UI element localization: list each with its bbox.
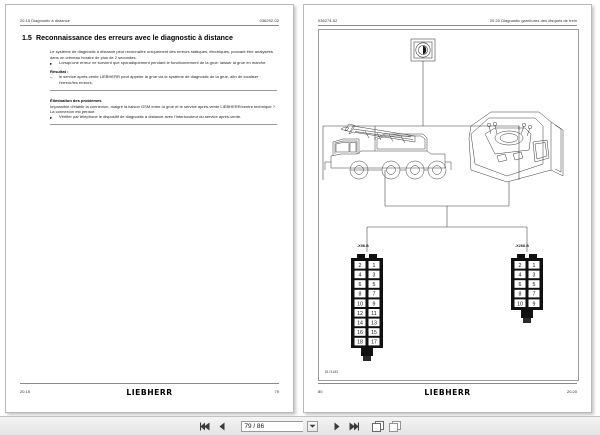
chevron-down-icon (309, 424, 316, 428)
single-page-view-icon (372, 421, 384, 432)
svg-text:5: 5 (372, 282, 376, 289)
page-title: Reconnaissance des erreurs avec le diagnostic à distance (36, 34, 233, 42)
last-page-icon (348, 422, 359, 431)
page-running-foot-right (318, 383, 577, 400)
svg-text:2: 2 (518, 262, 522, 269)
dash-bullet-icon: – (50, 74, 53, 80)
page-running-head-right (318, 14, 577, 26)
next-page-icon (332, 422, 341, 431)
svg-text:3: 3 (532, 272, 536, 279)
intro-bullet-text: Lorsqu'une erreur ne survient que sporadiquement pendant le fonctionnement de la grue: laisser la grue en marche. (59, 60, 267, 66)
running-head-section: 20.20 Diagnostic garnitures des disques de frein (489, 18, 577, 23)
result-bullet-item (50, 74, 277, 85)
schematic-diagram-frame (318, 29, 579, 381)
svg-text:4: 4 (518, 272, 522, 279)
svg-text:15: 15 (371, 330, 377, 337)
page-dropdown-button[interactable] (307, 421, 318, 432)
svg-text:16: 16 (357, 330, 363, 337)
troubleshooting-bullet-item (50, 114, 277, 119)
svg-text:5: 5 (532, 282, 536, 289)
liebherr-logo: LIEBHERR (126, 388, 173, 397)
next-page-button[interactable] (330, 420, 343, 433)
svg-text:3: 3 (372, 272, 376, 279)
page-running-head-left (20, 14, 279, 26)
running-head-docnumber: 036274-02 (318, 18, 338, 23)
svg-text:18: 18 (357, 339, 363, 346)
svg-text:10: 10 (517, 301, 523, 308)
running-head-section: 20.15 Diagnostic à distance (20, 18, 70, 23)
single-page-view-button[interactable] (372, 420, 385, 433)
result-bullet-text: le service après-vente LIEBHERR peut appeler la grue via le système de diagnostic de la grue, afin de localiser l'erreur/les erreurs. (59, 74, 259, 85)
first-page-icon (200, 422, 211, 431)
footer-page-number: 79 (274, 389, 279, 394)
intro-paragraph: Le système de diagnostic à distance peut reconnaître uniquement des erreurs statiques, électriques, pouvant être analysées dans un créneau horaire de plus de 2 secondes. (50, 49, 273, 60)
svg-text:6: 6 (358, 282, 362, 289)
pdf-navigation-toolbar (0, 416, 600, 435)
svg-text:8: 8 (358, 291, 362, 298)
previous-page-icon (218, 422, 227, 431)
section-number: 1.5 (22, 34, 32, 42)
facing-page-view-button[interactable] (389, 420, 402, 433)
svg-text:7: 7 (372, 291, 376, 298)
svg-text:8: 8 (518, 291, 522, 298)
connector-left-designation: -X98.B (357, 244, 369, 248)
svg-text:9: 9 (372, 301, 376, 308)
footer-section-number: 20.20 (566, 389, 577, 394)
troubleshooting-question: Impossible d'établir la connexion, malgré la liaison GSM entre la grue et le service après-vente LIEBHERR/centre technique ? (50, 103, 276, 109)
section-divider-bottom (50, 124, 277, 125)
svg-text:12: 12 (357, 310, 363, 317)
svg-text:11: 11 (371, 310, 377, 317)
troubleshooting-bullet-text: Vérifier par téléphone le dispositif de diagnostic à distance avec l'interlocuteur du service après-vente. (59, 114, 242, 120)
footer-section-number: 20.15 (20, 389, 31, 394)
section-divider-top (50, 90, 277, 91)
footer-page-number: 80 (318, 389, 323, 394)
svg-text:17: 17 (371, 339, 377, 346)
drawing-number: 8174183 (325, 370, 339, 374)
first-page-button[interactable] (199, 420, 212, 433)
troubleshooting-state: La connexion est perdue. (50, 108, 96, 114)
result-label: Résultat : (50, 68, 69, 74)
triangle-bullet-icon: ▸ (50, 114, 53, 120)
document-page-left[interactable] (5, 4, 294, 413)
svg-text:4: 4 (358, 272, 362, 279)
svg-text:1: 1 (532, 262, 536, 269)
triangle-bullet-icon: ▸ (50, 60, 53, 66)
intro-bullet-item (50, 60, 277, 65)
troubleshooting-label: Élimination des problèmes (50, 98, 102, 103)
liebherr-logo: LIEBHERR (424, 388, 471, 397)
page-body-text (50, 49, 277, 130)
page-running-foot-left (20, 383, 279, 400)
last-page-button[interactable] (347, 420, 360, 433)
svg-text:10: 10 (357, 301, 363, 308)
page-indicator-text: 79 / 86 (244, 422, 265, 430)
svg-text:2: 2 (358, 262, 362, 269)
connector-block-left (351, 254, 383, 361)
svg-text:9: 9 (532, 301, 536, 308)
page-number-input[interactable] (241, 421, 303, 432)
connector-right-designation: -X268.B (515, 244, 529, 248)
connector-block-right (511, 254, 543, 323)
svg-text:1: 1 (372, 262, 376, 269)
svg-text:13: 13 (371, 320, 377, 327)
wiring-schematic-drawing (319, 30, 579, 381)
svg-text:14: 14 (357, 320, 363, 327)
facing-page-view-icon (389, 421, 401, 432)
previous-page-button[interactable] (216, 420, 229, 433)
document-page-right[interactable] (303, 4, 592, 413)
running-head-docnumber: 036292-02 (259, 18, 279, 23)
svg-text:6: 6 (518, 282, 522, 289)
svg-text:7: 7 (532, 291, 536, 298)
